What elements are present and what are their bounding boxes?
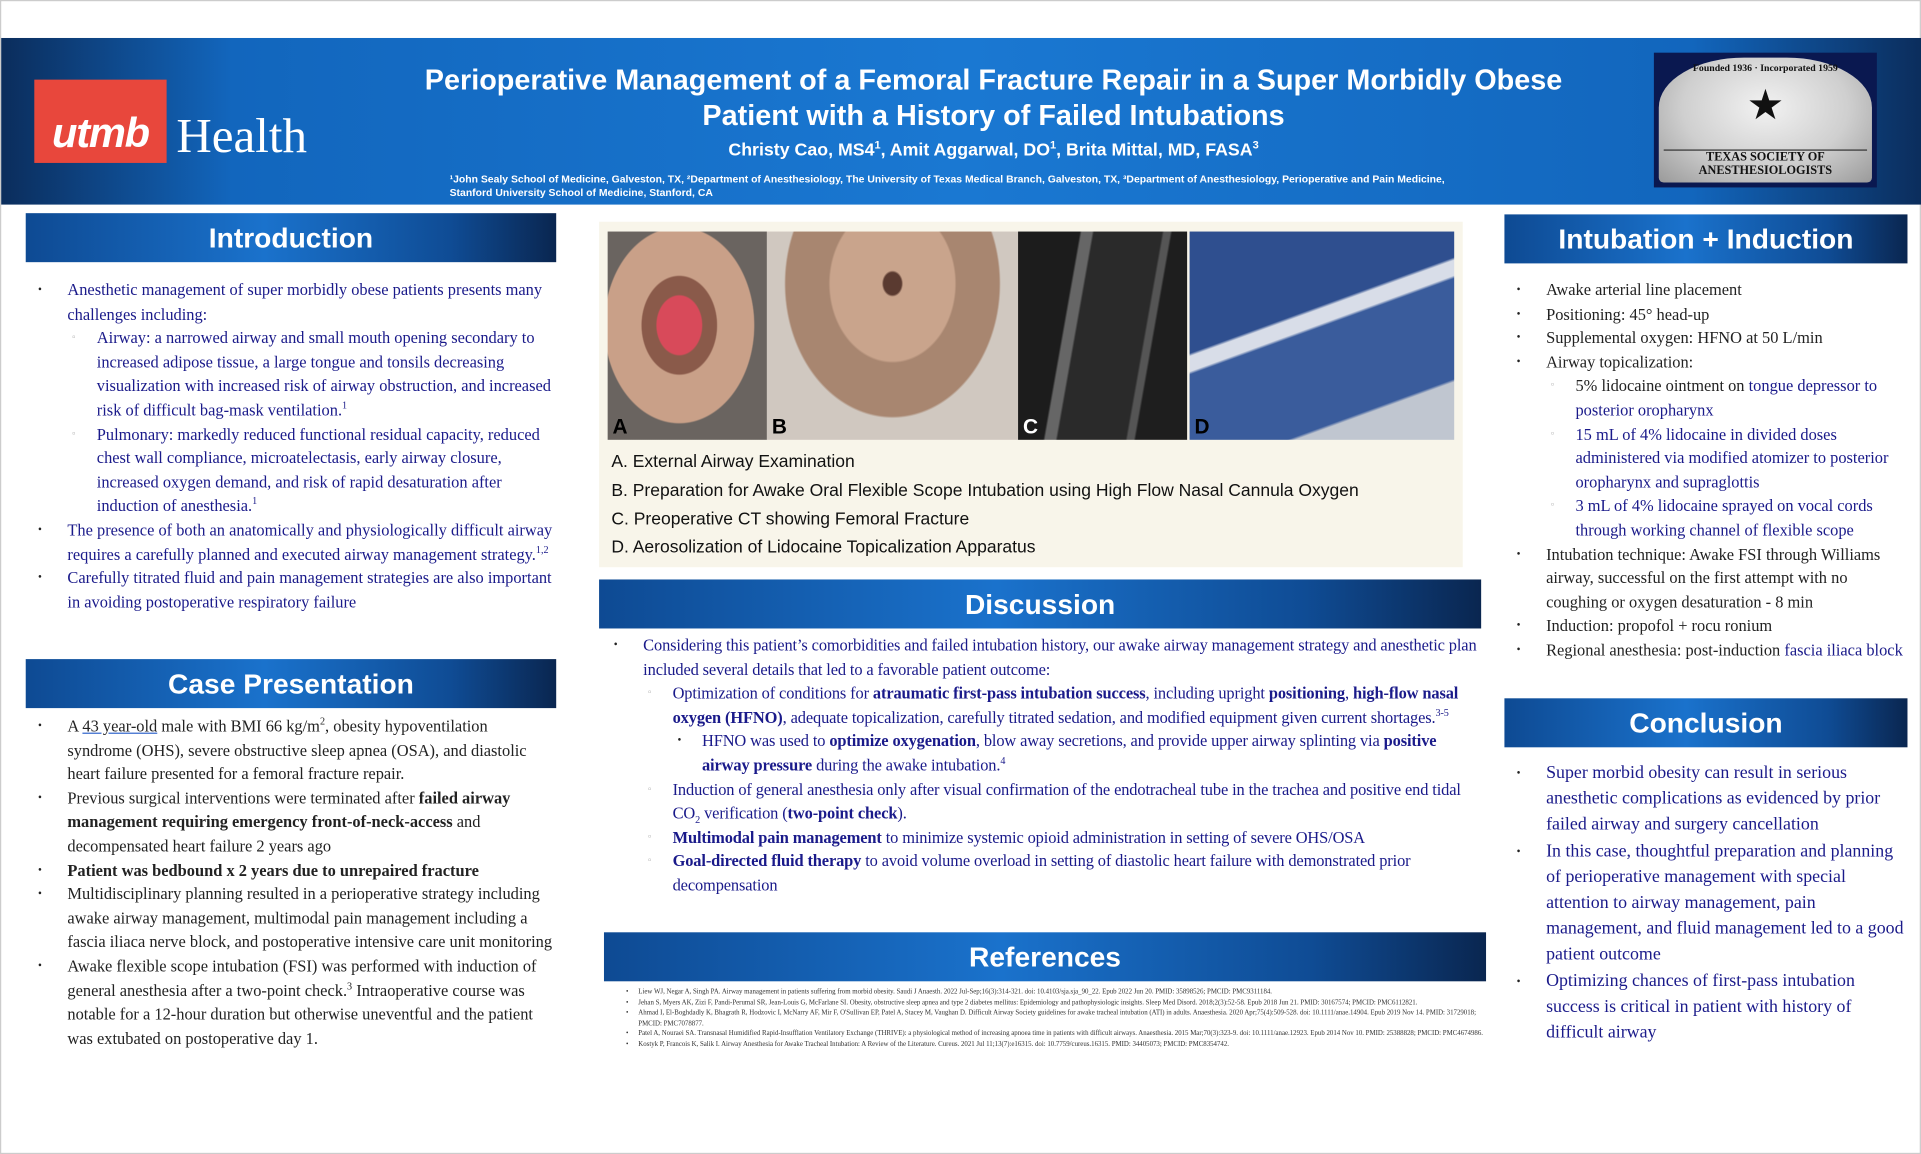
list-item: ▫ 15 mL of 4% lidocaine in divided doses administered via modified atomizer to posterior oropharynx and supraglottis (1504, 422, 1908, 494)
figure-panel (599, 222, 1463, 567)
title-line: Perioperative Management of a Femoral Fracture Repair in a Super Morbidly Obese (424, 63, 1563, 96)
logo-word: Health (176, 107, 308, 163)
photo-ct-fracture: C (1018, 232, 1187, 440)
intro-heading: Introduction (26, 213, 556, 262)
list-item: • Supplemental oxygen: HFNO at 50 L/min (1504, 326, 1908, 350)
references-list (638, 987, 1483, 1050)
list-item: ▫ Multimodal pain management to minimize systemic opioid administration in setting of severe OHS/OSA (602, 825, 1478, 849)
list-item: • Awake arterial line placement (1504, 278, 1908, 302)
intro-body (26, 278, 553, 614)
case-heading: Case Presentation (26, 659, 556, 708)
list-item: • Positioning: 45° head-up (1504, 302, 1908, 326)
intubation-heading: Intubation + Induction (1504, 214, 1907, 263)
list-item: • In this case, thoughtful preparation and planning of perioperative management with special attention to airway management, pain management, and fluid management led to a good patient outcome (1504, 839, 1908, 969)
list-item: • Regional anesthesia: post-induction fascia iliaca block (1504, 638, 1908, 662)
list-item: ▫ 5% lidocaine ointment on tongue depressor to posterior oropharynx (1504, 374, 1908, 422)
list-item: • Optimizing chances of first-pass intubation success is critical in patient with history of difficult airway (1504, 969, 1908, 1047)
list-item: • Patient was bedbound x 2 years due to unrepaired fracture (26, 858, 553, 882)
utmb-logo (34, 80, 166, 163)
figure-caption: D. Aerosolization of Lidocaine Topicalization Apparatus (611, 537, 1036, 558)
discussion-body (602, 633, 1478, 897)
list-item: • Previous surgical interventions were terminated after failed airway management requiring emergency front-of-neck-access and decompensated heart failure 2 years ago (26, 786, 553, 858)
star-icon: ★ (1748, 85, 1782, 127)
list-item: • Airway topicalization: (1504, 350, 1908, 374)
reference-item: • Ahmad I, El-Boghdadly K, Bhagrath R, Hodzovic I, McNarry AF, Mir F, O'Sullivan EP, Patel A, Stacey M, Vaughan D. Difficult Airway Society guidelines for awake tracheal intubation (ATI) in adults. Anaesthesia. 2020 Apr;75(4):509-528. doi: 10.1111/anae.14904. Epub 2019 Nov 14. PMID: 31729018; PMCID: PMC7078877. (638, 1008, 1483, 1029)
list-item: • Carefully titrated fluid and pain management strategies are also important in avoiding postoperative respiratory failure (26, 566, 553, 614)
list-item: ▫ Optimization of conditions for atraumatic first-pass intubation success, including upright positioning, high-flow nasal oxygen (HFNO), adequate topicalization, carefully titrated sedation, and modified equipment given current shortages.$^{3-5}$ (602, 681, 1478, 729)
list-item: ▫ Induction of general anesthesia only after visual confirmation of the endotracheal tube in the trachea and positive end tidal $CO_2$ verification (two-point check). (602, 777, 1478, 825)
list-item: • Induction: propofol + rocu ronium (1504, 614, 1908, 638)
list-item: • Multidisciplinary planning resulted in a perioperative strategy including awake airway management, multimodal pain management including a fascia iliaca nerve block, and postoperative intensive care unit monitoring (26, 882, 553, 954)
photo-hfno-prep: B (767, 232, 1018, 440)
list-item: ▫ Goal-directed fluid therapy to avoid volume overload in setting of diastolic heart failure with demonstrated prior decompensation (602, 849, 1478, 897)
photo-lidocaine-apparatus: D (1190, 232, 1455, 440)
references-heading: References (604, 932, 1486, 981)
list-item: • Considering this patient’s comorbidities and failed intubation history, our awake airway management strategy and anesthetic plan included several details that led to a favorable patient outcome: (602, 633, 1478, 681)
list-item: ▫ 3 mL of 4% lidocaine sprayed on vocal cords through working channel of flexible scope (1504, 494, 1908, 542)
header-banner (1, 38, 1921, 205)
list-item: • Anesthetic management of super morbidly obese patients presents many challenges including: (26, 278, 553, 326)
discussion-heading: Discussion (599, 579, 1481, 628)
reference-item: • Liew WJ, Negar A, Singh PA. Airway management in patients suffering from morbid obesity. Saudi J Anaesth. 2022 Jul-Sep;16(3):314-321. doi: 10.4103/sja.sja_90_22. Epub 2022 Jun 20. PMID: 35898526; PMCID: PMC9311184. (638, 987, 1483, 998)
case-body (26, 714, 553, 1050)
reference-item: • Jehan S, Myers AK, Zizi F, Pandi-Perumal SR, Jean-Louis G, McFarlane SI. Obesity, obstructive sleep apnea and type 2 diabetes mellitus: Epidemiology and pathophysiologic insights. Sleep Med Disord. 2018;2(3):52-58. Epub 2018 Jun 21. PMID: 30167574; PMCID: PMC6112821. (638, 998, 1483, 1009)
list-item: ▫ Pulmonary: markedly reduced functional residual capacity, reduced chest wall compliance, microatelectasis, early airway closure, increased oxygen demand, and risk of rapid desaturation after induction of anesthesia.$^1$ (26, 422, 553, 518)
figure-caption: C. Preoperative CT showing Femoral Fracture (611, 509, 970, 530)
tsa-seal-logo: Founded 1936 · Incorporated 1959 ★ TEXAS SOCIETY OF ANESTHESIOLOGISTS (1654, 53, 1877, 188)
list-item: • HFNO was used to optimize oxygenation, blow away secretions, and provide upper airway splinting via positive airway pressure during the awake intubation.$^4$ (602, 729, 1478, 777)
list-item: • Super morbid obesity can result in serious anesthetic complications as evidenced by prior failed airway and surgery cancellation (1504, 761, 1908, 839)
list-item: ▫ Airway: a narrowed airway and small mouth opening secondary to increased adipose tissue, a large tongue and tonsils decreasing visualization with increased risk of airway obstruction, and increased risk of difficult bag-mask ventilation.$^1$ (26, 326, 553, 422)
list-item: • The presence of both an anatomically and physiologically difficult airway requires a carefully planned and executed airway management strategy.$^{1,2}$ (26, 518, 553, 566)
logo-mark: utmb (52, 110, 149, 157)
figure-caption: A. External Airway Examination (611, 452, 855, 472)
authors: Christy Cao, $MS4^1$, Amit Aggarwal, $DO^1$, Brita Mittal, MD, FASA$^3$ (728, 138, 1259, 161)
list-item: • A 43 year-old male with BMI 66 $kg/m^2$, obesity hypoventilation syndrome (OHS), severe obstructive sleep apnea (OSA), and diastolic heart failure presented for a femoral fracture repair. (26, 714, 553, 786)
list-item: • Intubation technique: Awake FSI through Williams airway, successful on the first attempt with no coughing or oxygen desaturation - 8 min (1504, 542, 1908, 614)
figure-caption: B. Preparation for Awake Oral Flexible Scope Intubation using High Flow Nasal Cannula Oxygen (611, 481, 1359, 502)
conclusion-heading: Conclusion (1504, 698, 1907, 747)
intubation-body (1504, 278, 1908, 662)
reference-item: • Kostyk P, Francois K, Salik I. Airway Anesthesia for Awake Tracheal Intubation: A Review of the Literature. Cureus. 2021 Jul 11;13(7):e16315. doi: 10.7759/cureus.16315. PMID: 34405073; PMCID: PMC8354742. (638, 1040, 1483, 1051)
reference-item: • Patel A, Nouraei SA. Transnasal Humidified Rapid-Insufflation Ventilatory Exchange (THRIVE): a physiological method of increasing apnoea time in patients with difficult airways. Anaesthesia. 2015 Mar;70(3):323-9. doi: 10.1111/anae.12923. Epub 2014 Nov 10. PMID: 25388828; PMCID: PMC4674986. (638, 1030, 1483, 1041)
conclusion-body (1504, 761, 1908, 1047)
affiliations: ¹John Sealy School of Medicine, Galveston, TX, ²Department of Anesthesiology, The University of Texas Medical Branch, Galveston, TX, ³Department of Anesthesiology, Perioperative and Pain Medicine, Stanford University School of Medicine, Stanford, CA (449, 172, 1445, 199)
photo-airway-exam: A (608, 232, 767, 440)
poster-title (369, 62, 1619, 133)
title-line: Patient with a History of Failed Intubations (702, 99, 1285, 132)
list-item: • Awake flexible scope intubation (FSI) was performed with induction of general anesthesia after a two-point check.$^3$ Intraoperative course was notable for a 12-hour duration but otherwise uneventful and the patient was extubated on postoperative day 1. (26, 954, 553, 1050)
